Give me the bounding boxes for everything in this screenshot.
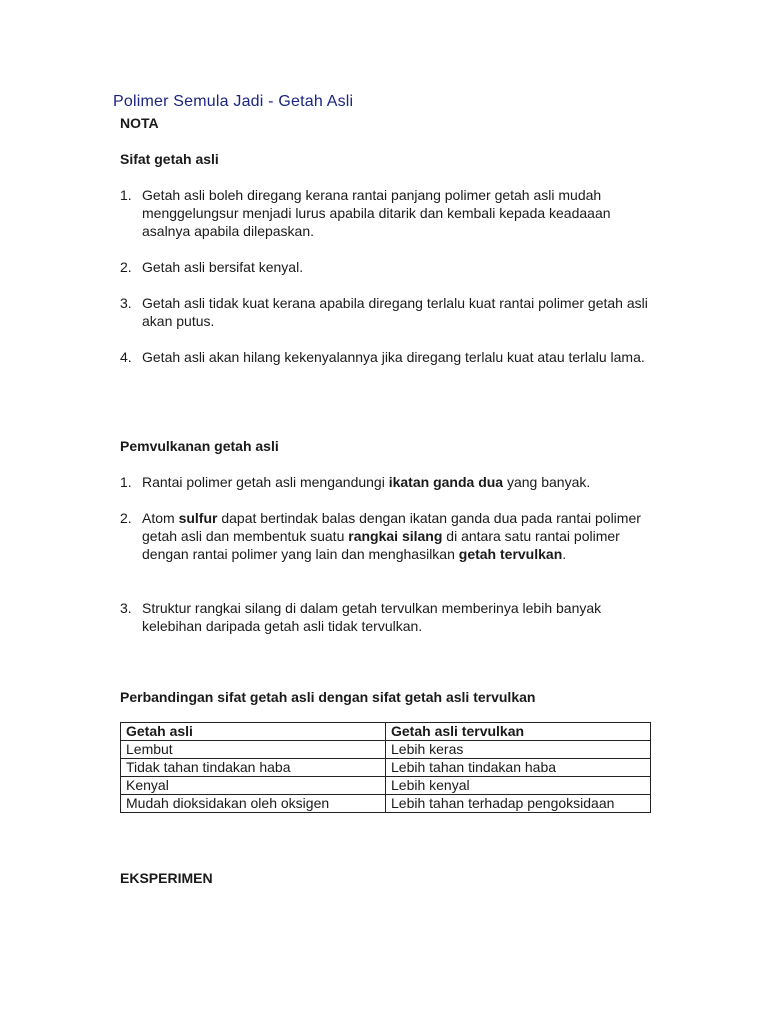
nota-heading: NOTA [120,115,159,131]
item-number: 1. [120,187,132,203]
table-cell: Lembut [121,741,386,759]
perbandingan-heading: Perbandingan sifat getah asli dengan sifat getah asli tervulkan [120,689,536,705]
item-text: Getah asli tidak kuat kerana apabila diregang terlalu kuat rantai polimer getah asli akan putus. [142,295,648,329]
table-cell: Lebih kenyal [386,777,651,795]
table-row [121,759,651,777]
table-cell: Lebih tahan terhadap pengoksidaan [386,795,651,813]
table-row [121,795,651,813]
item-text: Getah asli akan hilang kekenyalannya jika diregang terlalu kuat atau terlalu lama. [142,349,645,365]
document-title: Polimer Semula Jadi - Getah Asli [113,93,354,110]
table-cell: Kenyal [121,777,386,795]
keyword-getah-tervulkan: getah tervulkan [458,546,563,562]
pemvulkanan-heading: Pemvulkanan getah asli [120,438,279,454]
column-header: Getah asli [121,723,386,741]
pemvulkanan-item-1 [120,473,660,491]
pemvulkanan-item-3 [120,599,660,635]
item-text: Rantai polimer getah asli mengandungi ikatan ganda dua yang banyak. [142,474,591,490]
item-number: 4. [120,349,132,365]
item-text: Getah asli bersifat kenyal. [142,259,304,275]
item-number: 2. [120,510,132,526]
pemvulkanan-item-2 [120,509,660,563]
keyword-sulfur: sulfur [178,510,218,526]
item-number: 2. [120,259,132,275]
item-text: Atom sulfur dapat bertindak balas dengan ikatan ganda dua pada rantai polimer getah asli dan membentuk suatu rangkai silang di antara satu rantai polimer dengan rantai polimer yang lain dan menghasilkan getah tervulkan. [142,510,641,562]
sifat-item-4 [120,348,660,366]
table-row [121,777,651,795]
table-header-row [121,723,651,741]
table-cell: Tidak tahan tindakan haba [121,759,386,777]
eksperimen-heading: EKSPERIMEN [120,870,213,886]
keyword-rangkai-silang: rangkai silang [348,528,443,544]
table-row [121,741,651,759]
table-cell: Mudah dioksidakan oleh oksigen [121,795,386,813]
item-number: 3. [120,600,132,616]
item-text: Struktur rangkai silang di dalam getah tervulkan memberinya lebih banyak kelebihan daripada getah asli tidak tervulkan. [142,600,602,634]
keyword-ikatan-ganda-dua: ikatan ganda dua [388,474,504,490]
column-header: Getah asli tervulkan [386,723,651,741]
sifat-item-2 [120,258,660,276]
sifat-item-3 [120,294,660,330]
sifat-item-1 [120,186,660,240]
item-text: Getah asli boleh diregang kerana rantai panjang polimer getah asli mudah menggelungsur menjadi lurus apabila ditarik dan kembali kepada keadaaan asalnya apabila dilepaskan. [142,187,611,239]
table-cell: Lebih keras [386,741,651,759]
sifat-heading: Sifat getah asli [120,151,219,167]
table-cell: Lebih tahan tindakan haba [386,759,651,777]
item-number: 1. [120,474,132,490]
item-number: 3. [120,295,132,311]
comparison-table [120,722,651,813]
